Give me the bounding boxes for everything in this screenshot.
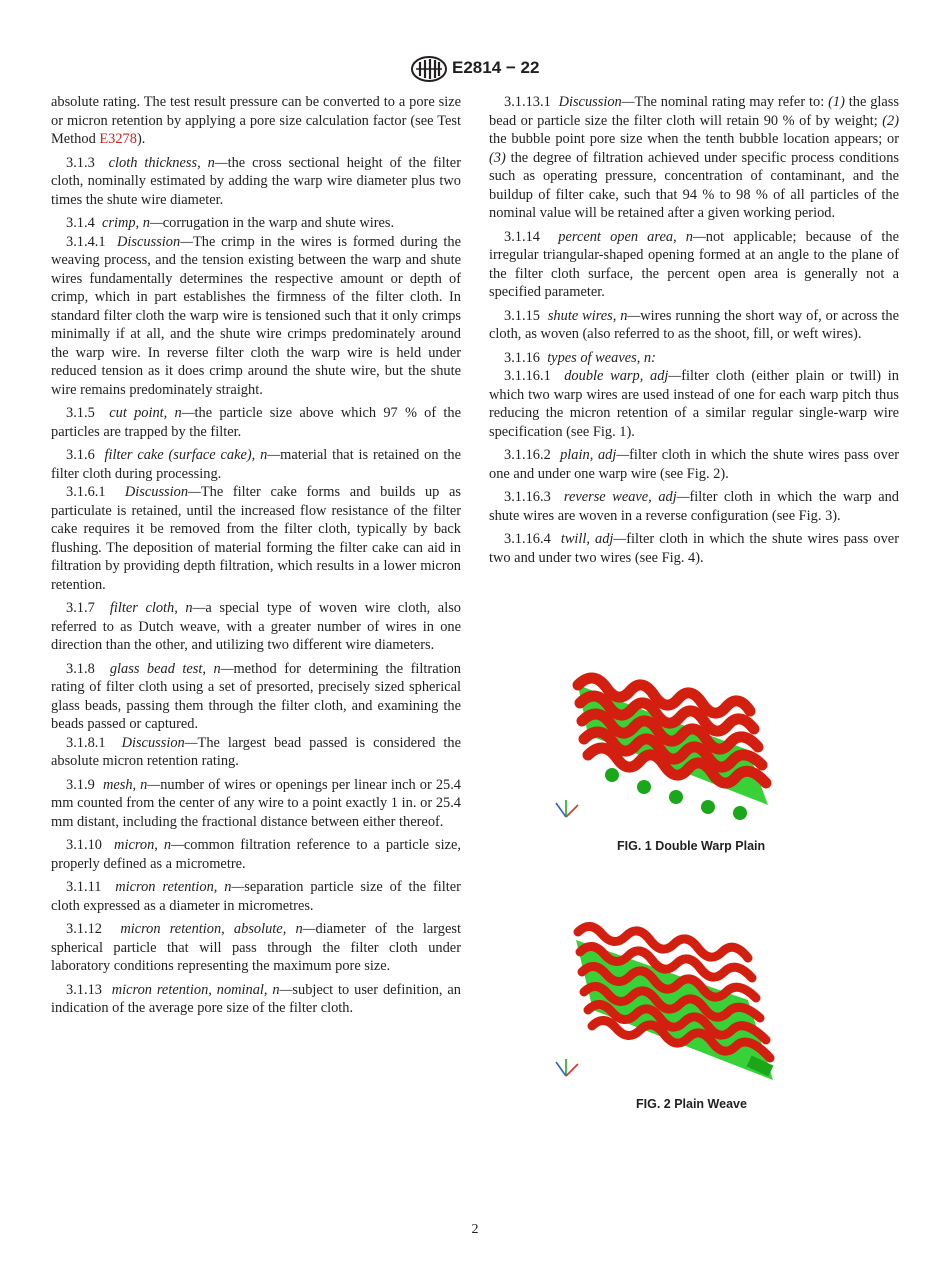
page-header: [0, 56, 950, 82]
definition-micron: 3.1.10 micron, n—common filtration reference to a particle size, properly defined as a micrometre.: [51, 837, 461, 872]
discussion-crimp: 3.1.4.1 Discussion—The crimp in the wires is formed during the weaving process, and the tension existing between the warp and shute wires fundamentally determines the respective amount or depth of crimp, which in part establishes the firmness of the filter cloth. In standard filter cloth the warp wire is tensioned such that it only crimps minimally if at all, and the shute wire crimps predominately around the warp wire. In reverse filter cloth the warp wire is held under reduced tension as it does crimp around the shute wire, but the shute wire remains predominately straight.: [51, 233, 461, 398]
figure-plain-weave: [548, 910, 788, 1090]
figure-1-caption: FIG. 1 Double Warp Plain: [617, 839, 766, 853]
discussion-filter-cake: 3.1.6.1 Discussion—The filter cake forms and builds up as particulate is retained, until the increased flow resistance of the filter cake requires it be removed from the filter cloth, typically by back flushing. The deposition of material forming the filter cake can aid in filtration by providing depth filtration, which results in a lower micron retention.: [51, 484, 461, 593]
definition-mesh: 3.1.9 mesh, n—number of wires or openings per linear inch or 25.4 mm counted from the center of any wire to a point exactly 1 in. or 25.4 mm distant, including the fractional distance between either thereof.: [51, 776, 462, 830]
definition-double-warp: 3.1.16.1 double warp, adj—filter cloth (either plain or twill) in which two warp wires are used instead of one for each warp pitch thus reducing the micron retention of a similar regular single-warp wire specification (see Fig. 1).: [489, 368, 900, 440]
definition-reverse-weave: 3.1.16.3 reverse weave, adj—filter cloth in which the warp and shute wires are woven in a reverse configuration (see Fig. 3).: [489, 489, 899, 524]
weave-plain-icon: [576, 926, 773, 1080]
figure-double-warp-plain: [548, 655, 788, 825]
discussion-glass-bead-test: 3.1.8.1 Discussion—The largest bead passed is considered the absolute micron retention rating.: [51, 734, 461, 769]
definition-twill: 3.1.16.4 twill, adj—filter cloth in which the shute wires pass over two and under two wires (see Fig. 4).: [489, 531, 899, 566]
right-column: [489, 93, 899, 567]
test-method-link[interactable]: E3278: [99, 131, 137, 147]
axis-triad-icon: [556, 1059, 578, 1076]
figure-2-caption: FIG. 2 Plain Weave: [636, 1097, 747, 1111]
axis-triad-icon: [556, 800, 578, 817]
definition-crimp: 3.1.4 crimp, n—corrugation in the warp and shute wires.: [66, 215, 395, 231]
definition-cloth-thickness: 3.1.3 cloth thickness, n—the cross sectional height of the filter cloth, nominally estimated by adding the warp wire diameter plus two times the shute wire diameter.: [51, 154, 461, 208]
discussion-nominal-rating: 3.1.13.1 Discussion—The nominal rating may refer to: (1) the glass bead or particle size the filter cloth will retain 90 % of by weight; (2) the bubble point pore size when the tenth bubble location appears; or (3) the degree of filtration achieved under specific process conditions such as operating pressure, concentration of contaminant, and the buildup of filter cake, such that 94 % to 98 % of all particles of the nominal value will be retained after a given working period.: [489, 94, 899, 221]
page-number: 2: [471, 1222, 479, 1237]
definition-plain: 3.1.16.2 plain, adj—filter cloth in which the shute wires pass over one and under one warp wire (see Fig. 2).: [489, 447, 899, 482]
document-id: E2814 − 22: [452, 58, 540, 77]
definition-percent-open-area: 3.1.14 percent open area, n—not applicable; because of the irregular triangular-shaped opening formed at an angle to the plane of the filter cloth surface, the percent open area is generally not a specified parameter.: [489, 228, 900, 300]
definition-micron-retention-absolute: 3.1.12 micron retention, absolute, n—diameter of the largest spherical particle that will pass through the filter cloth under laboratory conditions representing the maximum pore size.: [51, 921, 461, 974]
definition-types-of-weaves: 3.1.16 types of weaves, n:: [504, 349, 656, 366]
definition-shute-wires: 3.1.15 shute wires, n—wires running the short way of, or across the cloth, as woven (also referred to as the shoot, fill, or weft wires).: [489, 307, 900, 342]
definition-glass-bead-test: 3.1.8 glass bead test, n—method for determining the filtration rating of filter cloth using a set of presorted, precisely sized spherical glass beads, passing them through the filter cloth, and examining the beads passed or captured.: [51, 660, 461, 732]
definition-filter-cake: 3.1.6 filter cake (surface cake), n—material that is retained on the filter cloth during processing.: [51, 447, 462, 482]
definition-micron-retention: 3.1.11 micron retention, n—separation particle size of the filter cloth expressed as a diameter in micrometres.: [51, 879, 461, 914]
weave-double-warp-icon: [578, 678, 768, 820]
definition-micron-retention-nominal: 3.1.13 micron retention, nominal, n—subject to user definition, an indication of the average pore size of the filter cloth.: [51, 981, 461, 1016]
definition-cut-point: 3.1.5 cut point, n—the particle size above which 97 % of the particles are trapped by the filter.: [51, 405, 461, 440]
left-column: [51, 93, 461, 1018]
definition-filter-cloth: 3.1.7 filter cloth, n—a special type of woven wire cloth, also referred to as Dutch weave, with a greater number of wires in one direction than the other, and utilizing two different wire diameters.: [51, 600, 461, 653]
paragraph-absolute-rating-cont: absolute rating. The test result pressure can be converted to a pore size or micron retention by applying a pore size calculation factor (see Test Method E3278).: [51, 94, 461, 147]
astm-logo-icon: [410, 56, 448, 82]
